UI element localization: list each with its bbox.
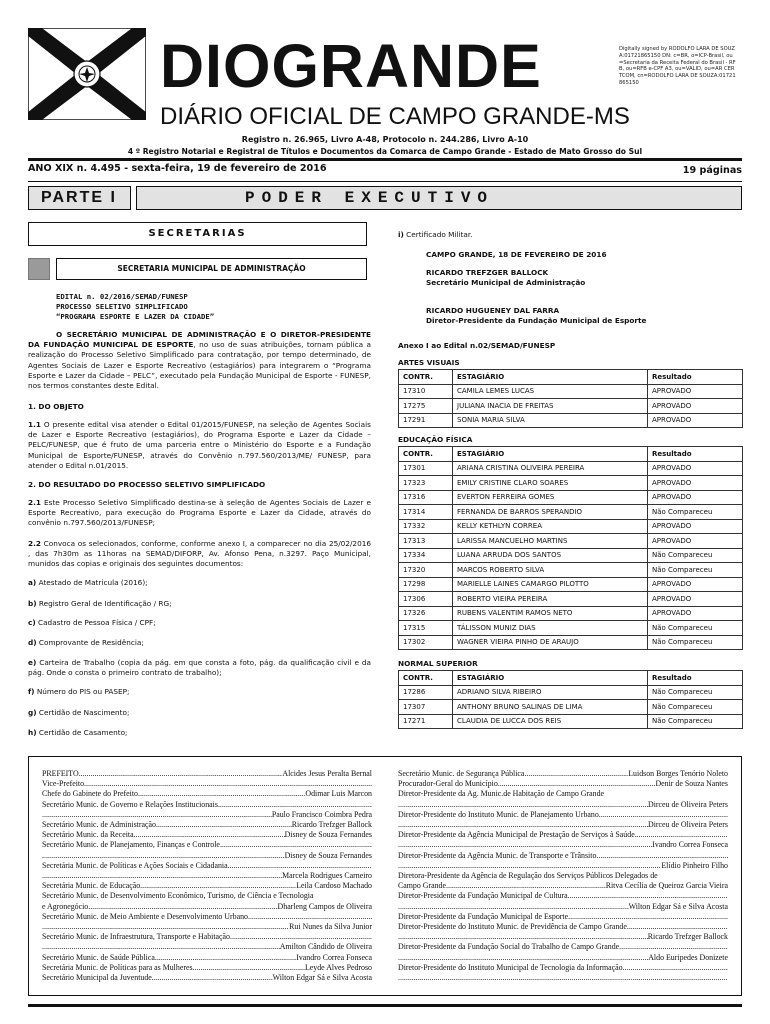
edital-number: EDITAL n. 02/2016/SEMAD/FUNESP	[56, 292, 188, 301]
official-office: Diretor-Presidente da Fundação Municipal de Esporte	[398, 911, 569, 921]
column-header: Resultado	[648, 370, 743, 385]
intern-cell: JULIANA INACIA DE FREITAS	[453, 399, 648, 414]
table-row	[399, 635, 743, 650]
intern-cell: CLAUDIA DE LUCCA DOS REIS	[453, 714, 648, 729]
contract-cell: 17286	[399, 685, 453, 700]
page-count: 19 páginas	[682, 165, 742, 176]
intro-paragraph	[28, 330, 371, 391]
official-row	[398, 912, 728, 922]
intern-cell: KELLY KETHLYN CORREA	[453, 519, 648, 534]
results-table	[398, 446, 743, 650]
edital-process: PROCESSO SELETIVO SIMPLIFICADO	[56, 302, 188, 311]
doc-item	[28, 578, 371, 588]
leader-dots	[599, 810, 728, 820]
contract-cell: 17291	[399, 413, 453, 428]
doc-item	[28, 728, 371, 738]
doc-text: Registro Geral de Identificação / RG;	[36, 599, 172, 608]
result-cell: Não Compareceu	[648, 635, 743, 650]
notary-line: 4 º Registro Notarial e Registral de Títulos e Documentos da Comarca de Campo Grande - Estado de Mato Grosso do Sul	[127, 147, 643, 156]
official-office: Secretária Munic. de Políticas e Ações Sociais e Cidadania	[42, 860, 228, 870]
leader-dots	[619, 942, 728, 952]
official-name: Amilton Cândido de Oliveira	[279, 942, 372, 952]
table-row	[399, 606, 743, 621]
column-header: CONTR.	[399, 447, 453, 462]
table-header-row	[399, 370, 743, 385]
intern-cell: ADRIANO SILVA RIBEIRO	[453, 685, 648, 700]
official-row	[398, 942, 728, 952]
official-row	[42, 810, 372, 820]
intern-cell: LUANA ARRUDA DOS SANTOS	[453, 548, 648, 563]
table-row	[399, 476, 743, 491]
leader-dots	[155, 953, 296, 963]
official-row	[398, 871, 728, 881]
official-name: Ritva Cecília de Queiroz Garcia Vieira	[605, 881, 728, 891]
result-cell: APROVADO	[648, 577, 743, 592]
official-row	[398, 902, 728, 912]
clause-number: 1.1	[28, 420, 41, 429]
result-cell: APROVADO	[648, 399, 743, 414]
edition-line: ANO XIX n. 4.495 - sexta-feira, 19 de fevereiro de 2016	[28, 163, 327, 174]
official-office: Diretora-Presidente da Agência de Regulação dos Serviços Públicos Delegados de	[398, 871, 658, 881]
leader-dots	[88, 902, 277, 912]
signer-1-role: Secretário Municipal de Administração	[426, 278, 586, 287]
table-row	[399, 563, 743, 578]
result-cell: Não Compareceu	[648, 700, 743, 715]
table-row	[399, 505, 743, 520]
official-name: Paulo Francisco Coimbra Pedra	[271, 809, 372, 819]
column-header: ESTAGIÁRIO	[453, 370, 648, 385]
official-office: Secretário Munic. de Governo e Relações Institucionais	[42, 799, 218, 809]
official-row	[42, 871, 372, 881]
official-row	[42, 800, 372, 810]
table-row	[399, 490, 743, 505]
official-name: Denir de Souza Nantes	[655, 779, 728, 789]
official-name: Disney de Souza Fernandes	[284, 850, 372, 860]
contract-cell: 17320	[399, 563, 453, 578]
official-name: Ricardo Trefzger Ballock	[291, 820, 372, 830]
column-header: ESTAGIÁRIO	[453, 671, 648, 686]
contract-cell: 17302	[399, 635, 453, 650]
divider	[28, 181, 742, 182]
doc-item	[28, 658, 371, 678]
leader-dots	[524, 769, 628, 779]
official-name: Luidson Borges Tenório Noleto	[628, 769, 728, 778]
leader-dots	[248, 912, 372, 922]
divider	[28, 1004, 742, 1007]
officials-right	[398, 769, 728, 983]
leader-dots	[398, 932, 648, 942]
official-name: Aldo Euripedes Donizete	[648, 952, 728, 962]
table-row	[399, 685, 743, 700]
leader-dots	[568, 912, 728, 922]
leader-dots	[627, 922, 728, 932]
intern-cell: CAMILA LEMES LUCAS	[453, 384, 648, 399]
leader-dots	[220, 840, 372, 850]
official-office: PREFEITO	[42, 769, 79, 778]
leader-dots	[596, 851, 728, 861]
official-name: Ricardo Trefzger Ballock	[647, 932, 728, 942]
clause-text: Este Processo Seletivo Simplificado destina-se à seleção de Agentes Sociais de Lazer e Esporte Recreativo, para execução do Programa Esporte e Lazer da Cidade, através do convênio n.797.560/2013/FUNESP;	[28, 498, 371, 528]
intern-cell: LARISSA MANCUELHO MARTINS	[453, 534, 648, 549]
official-row	[42, 922, 372, 932]
official-office: Secretário Munic. de Segurança Pública	[398, 769, 525, 778]
leader-dots	[134, 830, 285, 840]
official-office: Diretor-Presidente do Instituto Munic. de Previdência de Campo Grande	[398, 922, 627, 932]
official-office: Diretor-Presidente do Instituto Municipal de Tecnologia da Informação	[398, 962, 623, 972]
leader-dots	[398, 973, 728, 983]
result-cell: APROVADO	[648, 490, 743, 505]
result-cell: APROVADO	[648, 592, 743, 607]
signer-2-name: RICARDO HUGUENEY DAL FARRA	[426, 306, 560, 315]
official-row	[42, 779, 372, 789]
result-cell: APROVADO	[648, 606, 743, 621]
official-office: e Agronegócio	[42, 901, 89, 911]
intern-cell: FERNANDA DE BARROS SPERANDIO	[453, 505, 648, 520]
contract-cell: 17316	[399, 490, 453, 505]
result-cell: Não Compareceu	[648, 621, 743, 636]
official-row	[42, 973, 372, 983]
leader-dots	[42, 871, 282, 881]
leader-dots	[398, 800, 648, 810]
doc-text: Comprovante de Residência;	[36, 638, 144, 647]
official-office: Secretário Munic. de Saúde Pública	[42, 952, 155, 962]
official-row	[398, 861, 728, 871]
official-row	[42, 942, 372, 952]
divider	[28, 158, 742, 161]
official-row	[42, 789, 372, 799]
official-row	[398, 891, 728, 901]
official-name: Dirceu de Oliveira Peters	[648, 799, 728, 809]
table-header-row	[399, 447, 743, 462]
leader-dots	[140, 881, 296, 891]
official-office: Chefe do Gabinete do Prefeito	[42, 789, 138, 799]
official-row	[42, 840, 372, 850]
contract-cell: 17332	[399, 519, 453, 534]
contract-cell: 17310	[399, 384, 453, 399]
secretarias-heading: SECRETARIAS	[28, 222, 367, 246]
signer-1-name: RICARDO TREFZGER BALLOCK	[426, 268, 549, 277]
contract-cell: 17306	[399, 592, 453, 607]
intern-cell: SONIA MARIA SILVA	[453, 413, 648, 428]
doc-text: Carteira de Trabalho (copia da pág. em que consta a foto, pág. da qualificação civil e da pág. Onde o consta o primeiro contrato de trabalho);	[28, 658, 371, 678]
digital-signature: Digitally signed by RODOLFO LARA DE SOUZA:01721865150 DN: c=BR, o=ICP-Brasil, ou=Secretaria da Receita Federal do Brasil - RFB, ou=RFB e-CPF A3, ou=VALID, ou=AR CERTCOM, cn=RODOLFO LARA DE SOUZA:01721865150	[619, 46, 736, 86]
official-office: Secretário Municipal da Juventude	[42, 973, 152, 983]
table-row	[399, 714, 743, 729]
brand-title: DIOGRANDE	[160, 32, 542, 100]
registration-line: Registro n. 26.965, Livro A-48, Protocolo n. 244.286, Livro A-10	[241, 135, 529, 144]
table-row	[399, 413, 743, 428]
official-row	[398, 779, 728, 789]
doc-text: Número do PIS ou PASEP;	[34, 687, 130, 696]
official-office: Procurador-Geral do Município	[398, 779, 498, 789]
intern-cell: TÁLISSON MUNIZ DIAS	[453, 621, 648, 636]
official-office: Diretor-Presidente do Instituto Munic. de Planejamento Urbano	[398, 809, 599, 819]
official-name: Elídio Pinheiro Filho	[661, 860, 728, 870]
leader-dots	[84, 779, 372, 789]
contract-cell: 17315	[399, 621, 453, 636]
department-heading: SECRETARIA MUNICIPAL DE ADMINISTRAÇÃO	[56, 258, 367, 280]
leader-dots	[398, 902, 629, 912]
official-name: Alcides Jesus Peralta Bernal	[282, 769, 372, 778]
column-header: Resultado	[648, 447, 743, 462]
section-2-2	[28, 539, 371, 570]
result-cell: Não Compareceu	[648, 714, 743, 729]
leader-dots	[498, 779, 656, 789]
official-row	[398, 820, 728, 830]
intern-cell: ARIANA CRISTINA OLIVEIRA PEREIRA	[453, 461, 648, 476]
doc-item	[28, 687, 371, 697]
official-office: Diretor-Presidente da Fundação Municipal de Cultura	[398, 891, 568, 901]
official-row	[398, 963, 728, 973]
official-name: Wilton Edgar Sá e Silva Acosta	[628, 901, 728, 911]
group-title: EDUCAÇÃO FÍSICA	[398, 435, 473, 444]
contract-cell: 17313	[399, 534, 453, 549]
contract-cell: 17271	[399, 714, 453, 729]
result-cell: Não Compareceu	[648, 505, 743, 520]
leader-dots	[79, 769, 283, 779]
official-row	[398, 851, 728, 861]
official-row	[398, 800, 728, 810]
result-cell: APROVADO	[648, 461, 743, 476]
official-row	[42, 820, 372, 830]
doc-text: Certidão de Nascimento;	[36, 708, 130, 717]
intro-text: , no uso de suas atribuições, tornam pública a realização do Processo Seletivo Simplificado para contratação, por tempo determinado, de Agentes Sociais de Lazer e Esporte Recreativo (estagiários) para integrarem o “Programa Esporte e Lazer da Cidade – PELC”, executado pela Fundação Municipal de Esporte - FUNESP, nos termos constantes deste Edital.	[28, 340, 371, 391]
doc-text: Atestado de Matricula (2016);	[36, 578, 148, 587]
table-row	[399, 592, 743, 607]
official-row	[42, 891, 372, 901]
section-marker	[28, 258, 50, 280]
official-row	[42, 963, 372, 973]
table-row	[399, 519, 743, 534]
doc-key: i)	[398, 230, 404, 239]
results-table	[398, 369, 743, 428]
leader-dots	[152, 973, 273, 983]
leader-dots	[230, 932, 372, 942]
official-office: Secretário Munic. de Planejamento, Finanças e Controle	[42, 840, 220, 850]
edital-program: “PROGRAMA ESPORTE E LAZER DA CIDADE”	[56, 312, 215, 321]
intern-cell: EMILY CRISTINE CLARO SOARES	[453, 476, 648, 491]
officials-left	[42, 769, 372, 983]
leader-dots	[42, 922, 289, 932]
clause-number: 2.1	[28, 498, 41, 507]
section-1-title: 1. DO OBJETO	[28, 402, 84, 411]
official-office: Secretário Munic. da Receita	[42, 830, 134, 840]
table-row	[399, 384, 743, 399]
official-office: Vice-Prefeito	[42, 779, 85, 789]
intern-cell: ANTHONY BRUNO SALINAS DE LIMA	[453, 700, 648, 715]
flag-logo-icon	[28, 28, 146, 120]
doc-item	[398, 230, 743, 240]
leader-dots	[138, 789, 305, 799]
official-office: Diretor-Presidente da Fundação Social do Trabalho de Campo Grande	[398, 942, 620, 952]
table-row	[399, 621, 743, 636]
official-row	[42, 912, 372, 922]
official-name: Rui Nunes da Silva Junior	[289, 922, 372, 932]
leader-dots	[398, 840, 652, 850]
official-office: Diretor-Presidente da Agência Munic. de Transporte e Trânsito	[398, 850, 597, 860]
official-name: Ivandro Correa Fonseca	[296, 952, 372, 962]
result-cell: APROVADO	[648, 476, 743, 491]
signer-2-role: Diretor-Presidente da Fundação Municipal de Esporte	[426, 316, 647, 325]
official-row	[398, 881, 728, 891]
clause-text: O presente edital visa atender o Edital 01/2015/FUNESP, na seleção de Agentes Sociais de Lazer e Esporte Recreativo (estagiários), do Programa Esporte e Lazer da Cidade – PELC/FUNESP, que é fruto de uma parceria entre o Ministério do Esporte e a Fundação Municipal de Esporte/FUNESP, através do Convênio n.797.560/2013/ME/ FUNESP, para atender o Edital n.01/2015.	[28, 420, 371, 470]
official-name: Marcela Rodrigues Carneiro	[282, 871, 372, 881]
official-office: Secretária Munic. de Educação	[42, 881, 141, 891]
doc-item	[28, 708, 371, 718]
official-office: Secretário Munic. de Meio Ambiente e Desenvolvimento Urbano	[42, 911, 248, 921]
official-row	[398, 810, 728, 820]
official-name: Wilton Edgar Sá e Silva Acosta	[272, 973, 372, 983]
contract-cell: 17314	[399, 505, 453, 520]
doc-key: f)	[28, 687, 35, 696]
leader-dots	[635, 830, 728, 840]
doc-key: h)	[28, 728, 37, 737]
doc-item	[28, 618, 371, 628]
column-header: ESTAGIÁRIO	[453, 447, 648, 462]
leader-dots	[42, 942, 280, 952]
official-name: Dirceu de Oliveira Peters	[648, 820, 728, 830]
table-row	[399, 577, 743, 592]
table-row	[399, 548, 743, 563]
official-office: Secretário Munic. de Administração	[42, 820, 156, 830]
leader-dots	[42, 810, 272, 820]
intern-cell: WAGNER VIEIRA PINHO DE ARAUJO	[453, 635, 648, 650]
contract-cell: 17326	[399, 606, 453, 621]
intern-cell: ROBERTO VIEIRA PEREIRA	[453, 592, 648, 607]
intro-bold: O SECRETÁRIO MUNICIPAL DE ADMINISTRAÇÃO E O DIRETOR-PRESIDENTE DA FUNDAÇÃO MUNICIPAL DE ESPORTE	[28, 330, 371, 350]
doc-key: a)	[28, 578, 37, 587]
column-header: CONTR.	[399, 671, 453, 686]
leader-dots	[398, 820, 648, 830]
result-cell: APROVADO	[648, 519, 743, 534]
official-office: Diretor-Presidente da Ag. Munic.de Habitação de Campo Grande	[398, 789, 605, 799]
official-office: Campo Grande	[398, 881, 446, 891]
official-row	[42, 902, 372, 912]
column-header: Resultado	[648, 671, 743, 686]
official-row	[398, 953, 728, 963]
official-name: Leyde Alves Pedroso	[304, 962, 372, 972]
table-row	[399, 534, 743, 549]
official-row	[42, 769, 372, 779]
official-office: Secretário Munic. de Infraestrutura, Transporte e Habitação	[42, 932, 230, 942]
official-row	[398, 932, 728, 942]
leader-dots	[568, 891, 728, 901]
table-header-row	[399, 671, 743, 686]
official-name: Leila Cardoso Machado	[296, 881, 372, 891]
doc-key: c)	[28, 618, 36, 627]
clause-number: 2.2	[28, 539, 41, 548]
official-row	[398, 769, 728, 779]
official-row	[42, 830, 372, 840]
leader-dots	[156, 820, 292, 830]
official-row	[42, 953, 372, 963]
result-cell: APROVADO	[648, 534, 743, 549]
intern-cell: RUBENS VALENTIM RAMOS NETO	[453, 606, 648, 621]
annex-title: Anexo I ao Edital n.02/SEMAD/FUNESP	[398, 341, 556, 350]
contract-cell: 17298	[399, 577, 453, 592]
official-office: Secretário Munic. de Desenvolvimento Econômico, Turismo, de Ciência e Tecnologia	[42, 891, 314, 901]
official-name: Ivandro Correa Fonseca	[652, 840, 728, 850]
contract-cell: 17275	[399, 399, 453, 414]
brand-subtitle: DIÁRIO OFICIAL DE CAMPO GRANDE-MS	[160, 103, 630, 130]
official-office: Secretária Munic. de Políticas para as Mulheres	[42, 962, 193, 972]
contract-cell: 17307	[399, 700, 453, 715]
contract-cell: 17301	[399, 461, 453, 476]
result-cell: APROVADO	[648, 413, 743, 428]
official-row	[42, 861, 372, 871]
column-header: CONTR.	[399, 370, 453, 385]
section-1-1	[28, 420, 371, 471]
leader-dots	[193, 963, 305, 973]
official-name: Odimar Luis Marcon	[305, 789, 372, 799]
result-cell: Não Compareceu	[648, 563, 743, 578]
official-row	[42, 881, 372, 891]
official-row	[398, 973, 728, 983]
intern-cell: MARIELLE LAINES CAMARGO PILOTTO	[453, 577, 648, 592]
section-2-1	[28, 498, 371, 529]
doc-text: Certidão de Casamento;	[36, 728, 128, 737]
group-title: NORMAL SUPERIOR	[398, 659, 478, 668]
leader-dots	[398, 953, 648, 963]
doc-text: Cadastro de Pessoa Física / CPF;	[35, 618, 156, 627]
official-row	[398, 922, 728, 932]
doc-item	[28, 599, 371, 609]
sign-date: CAMPO GRANDE, 18 DE FEVEREIRO DE 2016	[426, 250, 607, 259]
leader-dots	[42, 851, 285, 861]
intern-cell: MARCOS ROBERTO SILVA	[453, 563, 648, 578]
results-table	[398, 670, 743, 729]
doc-item	[28, 638, 371, 648]
official-office: Diretor-Presidente da Agência Municipal de Prestação de Serviços à Saúde	[398, 830, 635, 840]
official-row	[398, 830, 728, 840]
doc-key: b)	[28, 599, 37, 608]
official-row	[42, 932, 372, 942]
table-row	[399, 461, 743, 476]
doc-text: Certificado Militar.	[403, 230, 473, 239]
part-label: PARTE I	[28, 186, 131, 210]
section-banner: PODER EXECUTIVO	[136, 186, 742, 210]
doc-key: g)	[28, 708, 37, 717]
contract-cell: 17323	[399, 476, 453, 491]
doc-key: e)	[28, 658, 37, 667]
result-cell: Não Compareceu	[648, 548, 743, 563]
leader-dots	[446, 881, 606, 891]
leader-dots	[218, 800, 372, 810]
intern-cell: EVERTON FERREIRA GOMES	[453, 490, 648, 505]
leader-dots	[398, 861, 661, 871]
official-name: Dharleng Campos de Oliveira	[277, 901, 372, 911]
official-name: Disney de Souza Fernandes	[284, 830, 372, 840]
group-title: ARTES VISUAIS	[398, 358, 460, 367]
result-cell: Não Compareceu	[648, 685, 743, 700]
contract-cell: 17334	[399, 548, 453, 563]
table-row	[399, 700, 743, 715]
clause-text: Convoca os selecionados, conforme, conforme anexo I, a comparecer no dia 25/02/2016 , das 7h30m as 11horas na SEMAD/DIFORP, Av. Afonso Pena, n.3297. Paço Municipal, munidos das copias e originais dos seguintes documentos:	[28, 539, 371, 569]
leader-dots	[623, 963, 728, 973]
official-row	[398, 789, 728, 799]
official-row	[42, 851, 372, 861]
leader-dots	[228, 861, 372, 871]
official-row	[398, 840, 728, 850]
doc-key: d)	[28, 638, 37, 647]
result-cell: APROVADO	[648, 384, 743, 399]
section-2-title: 2. DO RESULTADO DO PROCESSO SELETIVO SIMPLIFICADO	[28, 480, 266, 489]
table-row	[399, 399, 743, 414]
